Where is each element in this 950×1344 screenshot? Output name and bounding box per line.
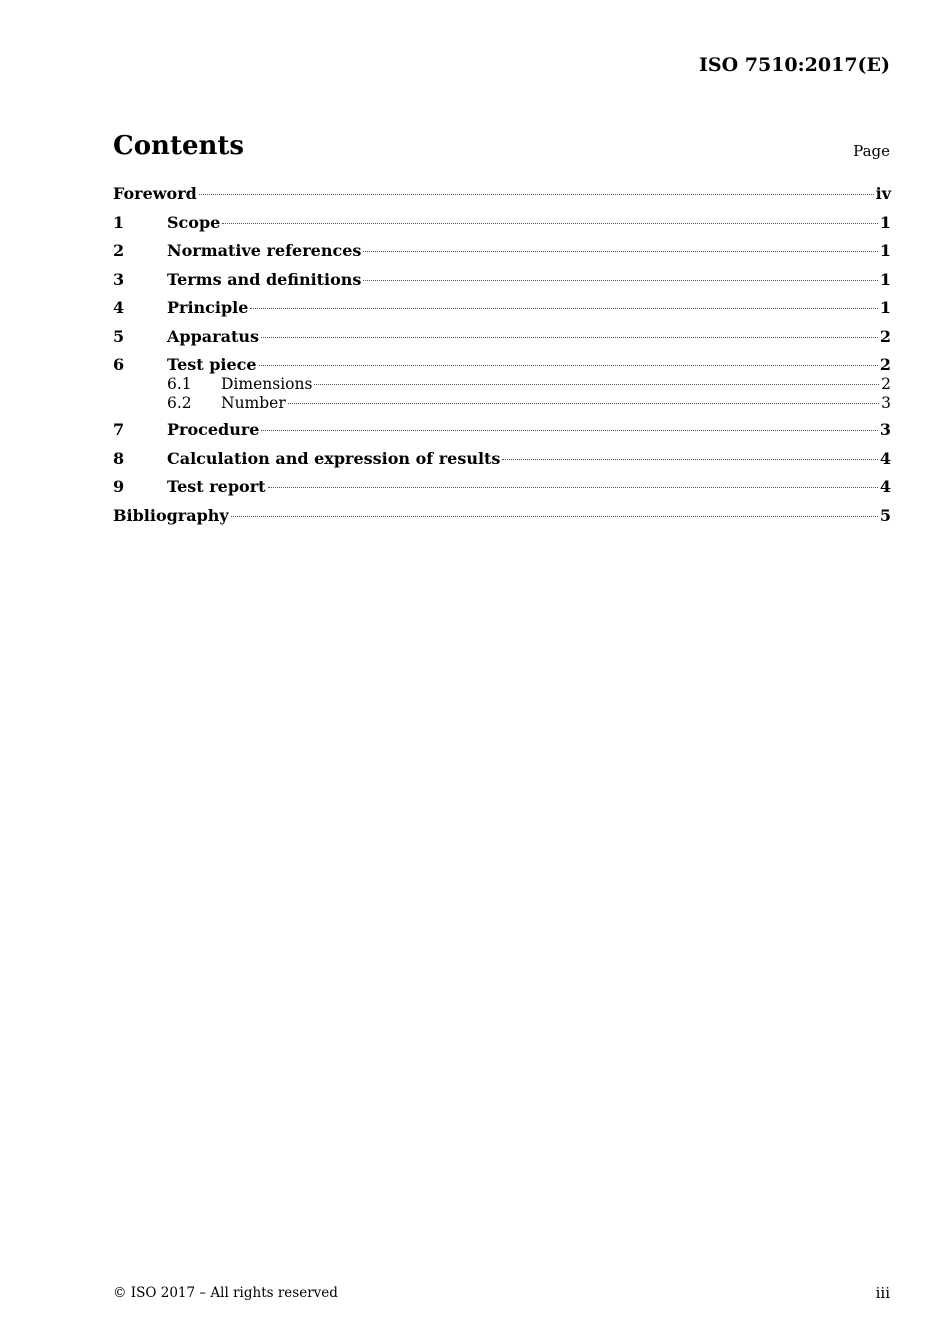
dot-leader: [231, 516, 878, 517]
toc-entry-test-piece[interactable]: [113, 355, 891, 375]
toc-entry-title: Terms and definitions: [167, 269, 362, 289]
toc-subentry-dimensions[interactable]: [113, 375, 891, 394]
toc-entry-page: 3: [879, 420, 891, 439]
page-number: iii: [875, 1284, 890, 1302]
toc-entry-page: 5: [879, 505, 891, 525]
toc-entry-number: 1: [113, 212, 125, 232]
toc-entry-number: 5: [113, 326, 125, 346]
toc-entry-foreword[interactable]: [113, 184, 891, 213]
toc-entry-page: 2: [879, 326, 891, 346]
toc-entry-title: Foreword: [113, 184, 197, 203]
toc-entry-number: 7: [113, 420, 125, 439]
contents-heading: Contents: [113, 131, 245, 161]
dot-leader: [288, 403, 879, 404]
toc-entry-page: 1: [879, 269, 891, 289]
toc-entry-procedure[interactable]: [113, 420, 891, 449]
page-column-label: Page: [853, 142, 890, 160]
dot-leader: [222, 223, 878, 224]
toc-entry-page: 2: [879, 355, 891, 374]
toc-entry-page: 2: [881, 375, 891, 393]
dot-leader: [502, 459, 877, 460]
toc-subentry-number[interactable]: [113, 394, 891, 420]
toc-entry-bibliography[interactable]: [113, 506, 891, 535]
toc-entry-title: Normative references: [167, 241, 362, 260]
toc-entry-number: 6.1: [167, 375, 192, 393]
table-of-contents: [113, 184, 891, 534]
toc-entry-page: 3: [881, 394, 891, 412]
toc-entry-title: Scope: [167, 212, 221, 232]
toc-entry-number: 6.2: [167, 394, 192, 412]
toc-entry-title: Procedure: [167, 420, 260, 439]
dot-leader: [314, 384, 879, 385]
dot-leader: [199, 194, 874, 195]
toc-entry-title: Test report: [167, 477, 266, 496]
toc-entry-page: iv: [875, 184, 891, 203]
toc-entry-number: 2: [113, 241, 125, 260]
toc-entry-title: Number: [221, 394, 286, 412]
dot-leader: [268, 487, 878, 488]
toc-entry-number: 3: [113, 269, 125, 289]
toc-entry-terms-and-definitions[interactable]: [113, 270, 891, 299]
toc-entry-number: 4: [113, 298, 125, 317]
document-identifier: ISO 7510:2017(E): [698, 54, 890, 76]
toc-entry-page: 1: [879, 241, 891, 260]
toc-entry-page: 1: [879, 298, 891, 317]
toc-entry-title: Apparatus: [167, 326, 259, 346]
toc-entry-calculation[interactable]: [113, 449, 891, 478]
toc-entry-page: 1: [879, 212, 891, 232]
toc-entry-test-report[interactable]: [113, 477, 891, 506]
toc-entry-title: Calculation and expression of results: [167, 448, 501, 468]
toc-entry-principle[interactable]: [113, 298, 891, 327]
dot-leader: [261, 430, 877, 431]
copyright-notice: © ISO 2017 – All rights reserved: [113, 1285, 338, 1301]
dot-leader: [261, 337, 878, 338]
toc-entry-number: 6: [113, 355, 125, 374]
toc-entry-normative-references[interactable]: [113, 241, 891, 270]
toc-entry-apparatus[interactable]: [113, 327, 891, 356]
toc-entry-page: 4: [879, 477, 891, 496]
dot-leader: [363, 280, 877, 281]
toc-entry-scope[interactable]: [113, 213, 891, 242]
toc-entry-number: 8: [113, 448, 125, 468]
toc-entry-title: Test piece: [167, 355, 257, 374]
dot-leader: [259, 365, 878, 366]
toc-entry-title: Bibliography: [113, 505, 229, 525]
toc-entry-page: 4: [879, 448, 891, 468]
dot-leader: [363, 251, 877, 252]
toc-entry-title: Dimensions: [221, 375, 313, 393]
toc-entry-number: 9: [113, 477, 125, 496]
dot-leader: [250, 308, 877, 309]
toc-entry-title: Principle: [167, 298, 249, 317]
